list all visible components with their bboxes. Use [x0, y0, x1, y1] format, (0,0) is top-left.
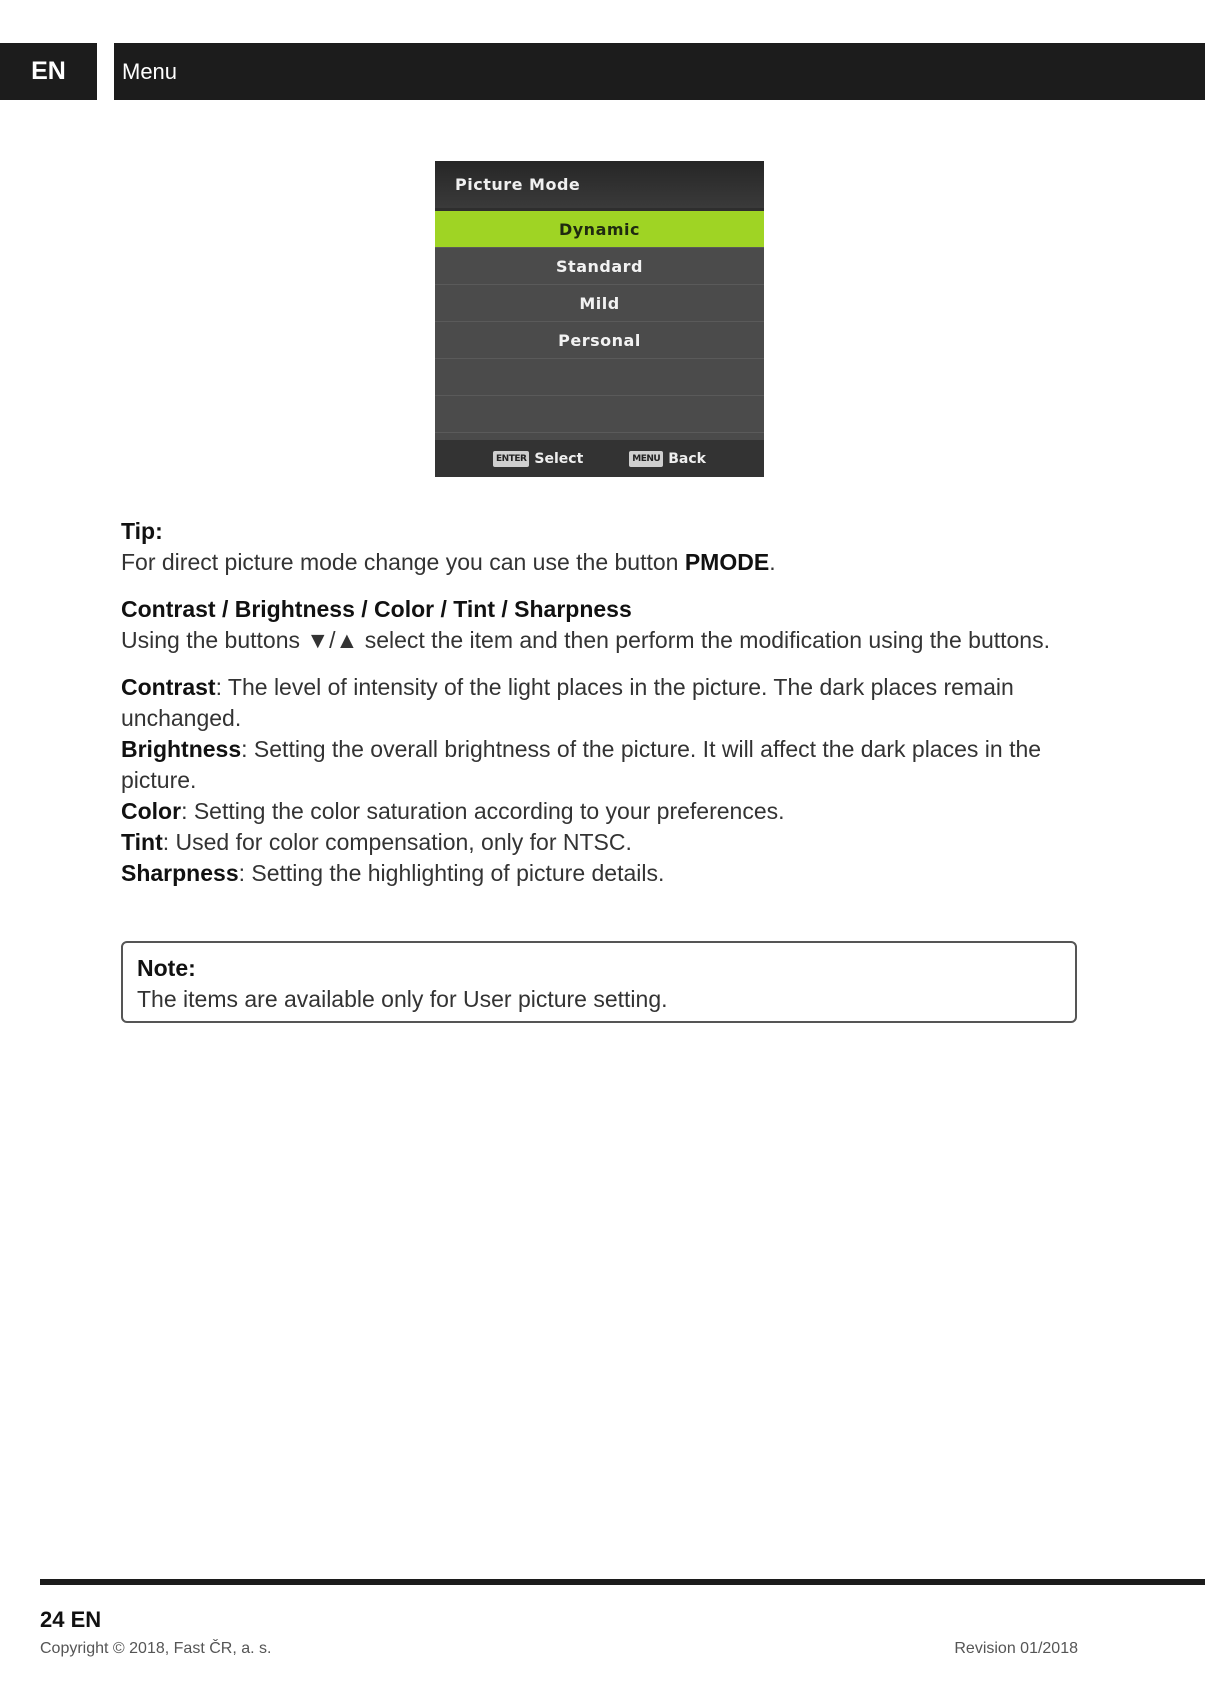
note-heading: Note: — [137, 955, 196, 981]
menu-footer — [435, 440, 764, 477]
definition-term: Brightness — [121, 736, 242, 762]
select-hint — [493, 451, 583, 467]
definition-text: : Setting the overall brightness of the picture. It will affect the dark places in the picture. — [121, 736, 1042, 793]
menu-title: Picture Mode — [435, 161, 764, 211]
definition-term: Sharpness — [121, 860, 239, 886]
tip-text-after: . — [769, 549, 776, 575]
definition-color — [121, 796, 1081, 827]
menu-item-list — [435, 211, 764, 433]
definition-term: Color — [121, 798, 182, 824]
definition-text: : Setting the highlighting of picture details. — [238, 860, 665, 886]
note-box — [121, 941, 1077, 1023]
adjust-heading: Contrast / Brightness / Color / Tint / Sharpness — [121, 596, 632, 622]
menu-item-dynamic[interactable]: Dynamic — [435, 211, 764, 248]
back-hint — [629, 451, 706, 467]
definition-text: : Setting the color saturation according to your preferences. — [181, 798, 785, 824]
language-tab: EN — [0, 43, 97, 100]
definition-sharpness — [121, 858, 1081, 889]
back-label: Back — [668, 450, 706, 467]
pmode-button-name: PMODE — [684, 549, 770, 575]
note-text: The items are available only for User picture setting. — [137, 986, 668, 1012]
adjust-text: Using the buttons ▼/▲ select the item and then perform the modification using the buttons. — [121, 627, 1050, 653]
body-text — [121, 516, 1081, 889]
menu-item-empty — [435, 359, 764, 396]
section-title: Menu — [122, 58, 178, 84]
definition-text: : Used for color compensation, only for NTSC. — [162, 829, 632, 855]
page-number: 24 EN — [40, 1607, 102, 1632]
menu-key-icon: MENU — [629, 451, 663, 467]
menu-item-empty — [435, 396, 764, 433]
enter-key-icon: ENTER — [493, 451, 529, 467]
menu-item-mild[interactable]: Mild — [435, 285, 764, 322]
definition-text: : The level of intensity of the light places in the picture. The dark places remain unchanged. — [121, 674, 1014, 731]
definition-tint — [121, 827, 1081, 858]
definition-contrast — [121, 672, 1081, 734]
copyright: Copyright © 2018, Fast ČR, a. s. — [40, 1640, 272, 1657]
tip-heading: Tip: — [121, 518, 163, 544]
definition-term: Tint — [121, 829, 163, 855]
menu-item-personal[interactable]: Personal — [435, 322, 764, 359]
tip-text — [121, 547, 1081, 578]
tip-text-before: For direct picture mode change you can use the button — [121, 549, 685, 575]
picture-mode-menu — [435, 161, 764, 477]
footer-divider — [40, 1579, 1205, 1585]
select-label: Select — [534, 450, 584, 467]
definition-brightness — [121, 734, 1081, 796]
definition-term: Contrast — [121, 674, 216, 700]
section-header — [114, 43, 1205, 100]
revision: Revision 01/2018 — [954, 1640, 1078, 1657]
menu-item-standard[interactable]: Standard — [435, 248, 764, 285]
